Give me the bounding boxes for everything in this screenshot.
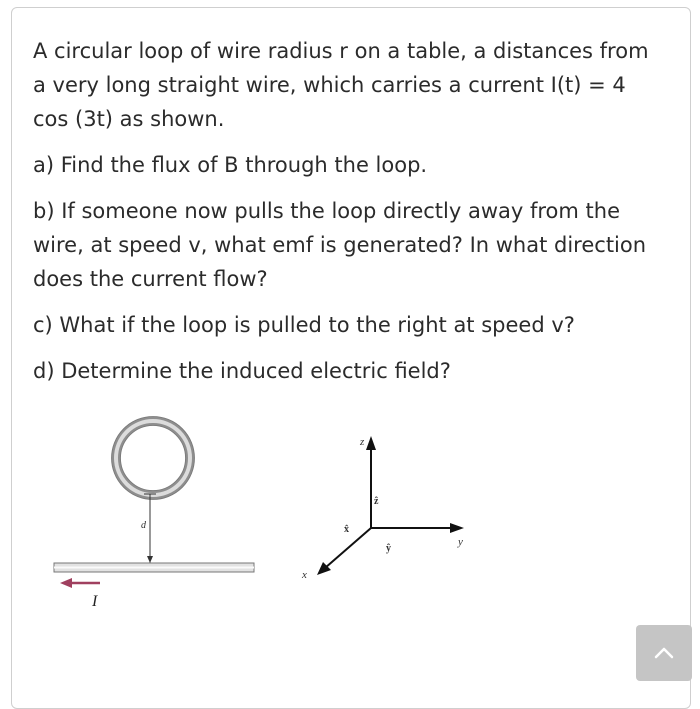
problem-part-c: c) What if the loop is pulled to the right at speed v? bbox=[33, 313, 575, 337]
current-arrow bbox=[60, 578, 100, 610]
problem-part-a: a) Find the flux of B through the loop. bbox=[33, 153, 428, 177]
chevron-up-icon bbox=[636, 625, 692, 681]
current-label: I bbox=[92, 593, 98, 610]
straight-wire bbox=[54, 563, 254, 572]
problem-intro: A circular loop of wire radius r on a table, a distances from a very long straight wire, which carries a current I(t) = 4 cos (3t) as shown. bbox=[33, 39, 649, 131]
axis-z-label: z bbox=[360, 436, 365, 448]
problem-part-b: b) If someone now pulls the loop directly away from the wire, at speed v, what emf is generated? In what direction does the current flow? bbox=[33, 199, 647, 291]
unit-x-label: x̂ bbox=[344, 524, 349, 535]
problem-figure bbox=[40, 408, 500, 618]
axis-x-label: x bbox=[302, 569, 307, 581]
unit-y-label: ŷ bbox=[386, 543, 391, 554]
wire-loop bbox=[112, 417, 195, 500]
problem-part-d: d) Determine the induced electric field? bbox=[33, 359, 451, 383]
distance-marker bbox=[141, 494, 156, 563]
distance-label: d bbox=[141, 520, 146, 531]
scroll-to-top-button[interactable] bbox=[636, 625, 692, 681]
question-text bbox=[33, 34, 663, 400]
unit-z-label: ẑ bbox=[374, 496, 379, 507]
coordinate-axes bbox=[301, 436, 464, 581]
axis-y-label: y bbox=[458, 536, 463, 548]
